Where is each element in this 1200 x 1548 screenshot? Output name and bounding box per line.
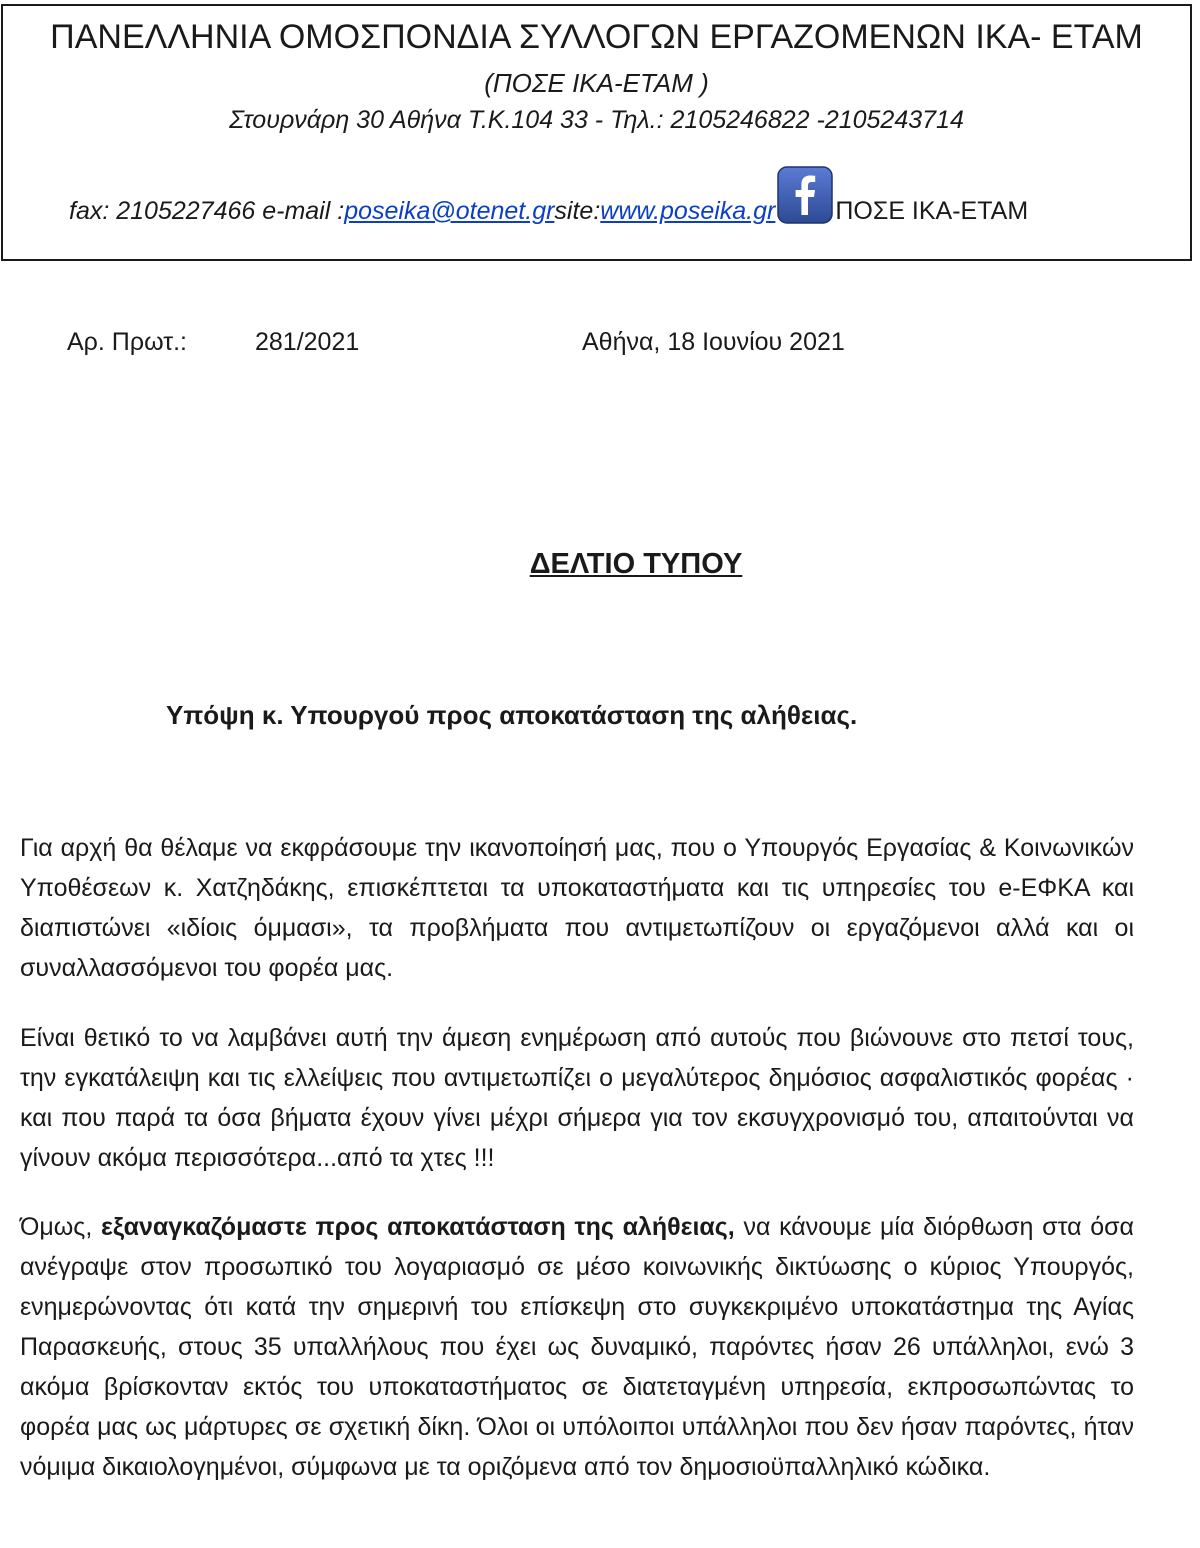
paragraph-positive: Είναι θετικό το να λαμβάνει αυτή την άμεση ενημέρωση από αυτούς που βιώνουνε στο πετσί τους, την εγκατάλειψη και τις ελλείψεις που αντιμετωπίζει ο μεγαλύτερος δημόσιος ασφαλιστικός φορέας · και που παρά τα όσα βήματα έχουν γίνει μέχρι σήμερα για τον εκσυγχρονισμό του, απαιτούνται να γίνουν ακόμα περισσότερα...από τα χτες !!! — [20, 1024, 1134, 1172]
subject-line: Υπόψη κ. Υπουργού προς αποκατάσταση της αλήθειας. — [166, 700, 858, 730]
email-link[interactable]: poseika@otenet.gr — [344, 197, 555, 225]
press-release-title: ΔΕΛΤΙΟ ΤΥΠΟΥ — [529, 548, 743, 580]
paragraph-correction-emphasis: εξαναγκαζόμαστε προς αποκατάσταση της αλήθειας, — [100, 1213, 735, 1241]
protocol-label: Αρ. Πρωτ.: — [67, 328, 187, 356]
protocol-number: 281/2021 — [255, 328, 360, 356]
fax-email-label: fax: 2105227466 e-mail : — [69, 197, 345, 225]
facebook-page-label: ΠΟΣΕ ΙΚΑ-ΕΤΑΜ — [835, 197, 1029, 225]
paragraph-correction-rest: να κάνουμε μία διόρθωση στα όσα ανέγραψε στον προσωπικό του λογαριασμό σε μέσο κοινωνικής δικτύωσης ο κύριος Υπουργός, ενημερώνοντας ότι κατά την σημερινή του επίσκεψη στο συγκεκριμένο υποκατάστημα της Αγίας Παρασκευής, στους 35 υπαλλήλους που έχει ως δυναμικό, παρόντες ήσαν 26 υπάλληλοι, ενώ 3 ακόμα βρίσκονταν εκτός του υποκαταστήματος σε διατεταγμένη υπηρεσία, εκπροσωπώντας το φορέα μας ως μάρτυρες σε σχετική δίκη. Όλοι οι υπόλοιποι υπάλληλοι που δεν ήσαν παρόντες, ήταν νόμιμα δικαιολογημένοι, σύμφωνα με τα οριζόμενα από τον δημοσιοϋπαλληλικό κώδικα. — [20, 1213, 1135, 1481]
letterhead — [1, 4, 1192, 261]
site-label: site: — [554, 197, 601, 225]
place-date: Αθήνα, 18 Ιουνίου 2021 — [582, 328, 845, 356]
organization-name: ΠΑΝΕΛΛΗΝΙΑ ΟΜΟΣΠΟΝΔΙΑ ΣΥΛΛΟΓΩΝ ΕΡΓΑΖΟΜΕΝΩΝ ΙΚΑ- ΕΤΑΜ — [50, 18, 1143, 56]
paragraph-intro: Για αρχή θα θέλαμε να εκφράσουμε την ικανοποίησή μας, που ο Υπουργός Εργασίας & Κοινωνικών Υποθέσεων κ. Χατζηδάκης, επισκέπτεται τα υποκαταστήματα και τις υπηρεσίες του e-ΕΦΚΑ και διαπιστώνει «ιδίοις όμμασι», τα προβλήματα που αντιμετωπίζουν οι εργαζόμενοι αλλά και οι συναλλασσόμενοι του φορέα μας. — [20, 834, 1134, 982]
paragraph-correction — [20, 1207, 1134, 1487]
organization-abbreviation: (ΠΟΣΕ ΙΚΑ-ΕΤΑΜ ) — [484, 68, 709, 98]
facebook-icon[interactable] — [777, 166, 833, 224]
paragraph-correction-start: Όμως, — [20, 1213, 101, 1241]
website-link[interactable]: www.poseika.gr — [600, 197, 776, 225]
organization-address: Στουρνάρη 30 Αθήνα Τ.Κ.104 33 - Τηλ.: 2105246822 -2105243714 — [229, 106, 964, 134]
contact-line — [69, 166, 1028, 226]
